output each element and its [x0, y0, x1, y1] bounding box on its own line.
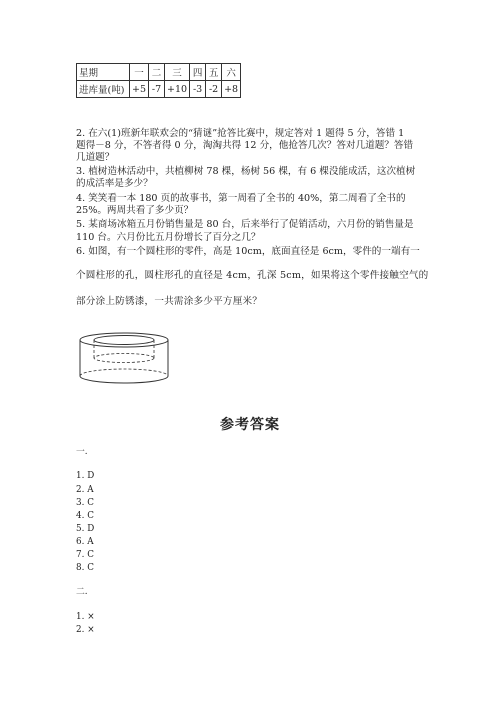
hole-top-ellipse — [94, 336, 154, 345]
problem-line: 几道题？ — [76, 152, 115, 163]
problem-line: 5. 某商场冰箱五月份销售量是 80 台，后来举行了促销活动，六月份的销售量是 — [76, 219, 414, 230]
cylinder-bottom-front — [80, 376, 168, 383]
table-cell: 一 — [130, 64, 149, 81]
table-cell: +8 — [222, 81, 241, 98]
list-item: 2. A — [76, 485, 94, 495]
list-item: 4. C — [76, 511, 94, 521]
list-item: 2. × — [76, 625, 95, 635]
problem-line: 的成活率是多少？ — [76, 178, 153, 189]
list-item: 8. C — [76, 563, 94, 573]
inventory-table — [76, 63, 241, 98]
table-cell: 二 — [149, 64, 165, 81]
problem-line: 部分涂上防锈漆，一共需涂多少平方厘米？ — [76, 296, 263, 307]
list-item: 5. D — [76, 524, 95, 534]
problem-line: 3. 植树造林活动中，共植柳树 78 棵，杨树 56 棵，有 6 棵没能成活，这次植树 — [76, 166, 416, 177]
hole-bottom-ellipse — [94, 354, 154, 363]
problem-line: 4. 笑笑看一本 180 页的故事书，第一周看了全书的 40%，第二周看了全书的 — [76, 193, 406, 204]
table-cell: -3 — [190, 81, 206, 98]
table-cell: 五 — [206, 64, 222, 81]
cylinder-figure — [78, 330, 172, 388]
cylinder-bottom-back — [80, 369, 168, 376]
table-cell: 六 — [222, 64, 241, 81]
list-item: 1. × — [76, 612, 95, 622]
problem-line: 2. 在六(1)班新年联欢会的“猜谜”抢答比赛中，规定答对 1 题得 5 分，答错 1 — [76, 128, 405, 139]
answer-title: 参考答案 — [220, 417, 280, 433]
table-cell: +5 — [130, 81, 149, 98]
problem-line: 25%。两周共看了多少页？ — [76, 205, 194, 216]
problem-line: 题得－8 分，不答者得 0 分，淘淘共得 12 分，他抢答几次？答对几道题？答错 — [76, 140, 414, 151]
table-row — [77, 81, 241, 98]
problem-line: 110 台。六月份比五月份增长了百分之几？ — [76, 232, 261, 243]
table-header-row — [77, 64, 241, 81]
problem-line: 6. 如图，有一个圆柱形的零件，高是 10cm，底面直径是 6cm，零件的一端有一 — [76, 246, 420, 257]
table-cell: 进库量(吨) — [77, 81, 130, 98]
list-item: 3. C — [76, 498, 94, 508]
table-cell: 星期 — [77, 64, 130, 81]
list-item: 6. A — [76, 537, 94, 547]
table-cell: 四 — [190, 64, 206, 81]
table-cell: 三 — [165, 64, 190, 81]
table-cell: -2 — [206, 81, 222, 98]
table-cell: +10 — [165, 81, 190, 98]
section-heading: 二. — [76, 587, 88, 597]
list-item: 1. D — [76, 471, 95, 481]
section-heading: 一. — [76, 447, 88, 457]
list-item: 7. C — [76, 550, 94, 560]
table-cell: -7 — [149, 81, 165, 98]
problem-line: 个圆柱形的孔，圆柱形孔的直径是 4cm，孔深 5cm，如果将这个零件接触空气的 — [76, 270, 429, 281]
